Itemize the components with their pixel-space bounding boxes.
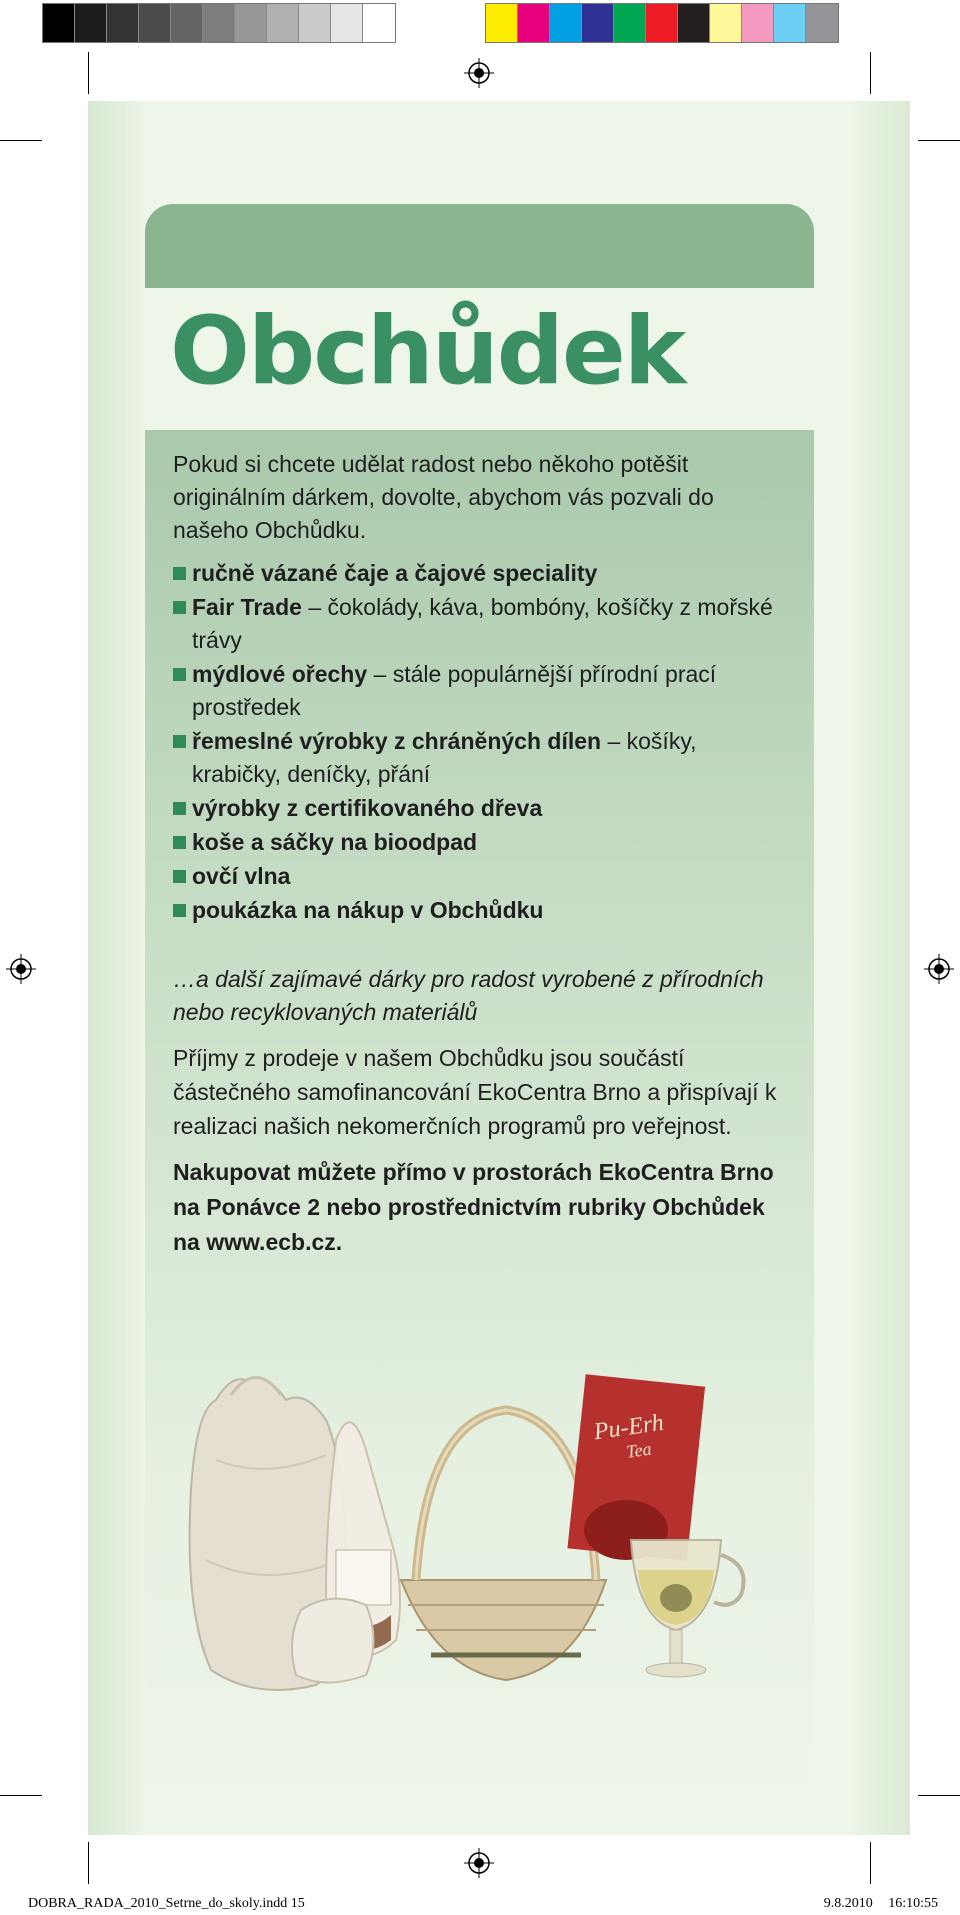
crop-mark bbox=[88, 52, 89, 94]
color-swatch bbox=[518, 4, 550, 42]
footer-date: 9.8.2010 16:10:55 bbox=[823, 1896, 938, 1911]
color-swatch bbox=[742, 4, 774, 42]
list-item bbox=[173, 792, 783, 825]
pu-erh-tea-box bbox=[567, 1374, 705, 1561]
square-bullet-icon bbox=[173, 904, 186, 917]
crop-mark bbox=[870, 52, 871, 94]
color-swatch bbox=[331, 4, 363, 42]
color-swatch bbox=[75, 4, 107, 42]
crop-mark bbox=[918, 140, 960, 141]
list-item-bold: Fair Trade bbox=[192, 594, 302, 620]
square-bullet-icon bbox=[173, 870, 186, 883]
square-bullet-icon bbox=[173, 802, 186, 815]
footer-file-name: DOBRA_RADA_2010_Setrne_do_skoly.indd 15 bbox=[28, 1896, 305, 1911]
header-tab bbox=[145, 204, 814, 288]
color-swatch bbox=[43, 4, 75, 42]
more-gifts-text: …a další zajímavé dárky pro radost vyrobené z přírodních nebo recyklovaných materiálů bbox=[173, 966, 764, 1025]
color-swatch bbox=[299, 4, 331, 42]
color-swatch bbox=[107, 4, 139, 42]
color-swatch bbox=[614, 4, 646, 42]
color-swatch bbox=[235, 4, 267, 42]
list-item-bold: řemeslné výrobky z chráněných dílen bbox=[192, 728, 602, 754]
color-swatch bbox=[139, 4, 171, 42]
list-item-text: – košíky, krabičky, deníčky, přání bbox=[192, 728, 697, 787]
list-item-bold: mýdlové ořechy bbox=[192, 661, 368, 687]
color-swatch bbox=[774, 4, 806, 42]
list-item-bold: ručně vázané čaje a čajové speciality bbox=[192, 560, 598, 586]
crop-mark bbox=[918, 1795, 960, 1796]
list-item-bold: ovčí vlna bbox=[192, 863, 291, 889]
color-swatch bbox=[806, 4, 838, 42]
registration-mark-icon bbox=[464, 1848, 494, 1878]
crop-mark bbox=[0, 1795, 42, 1796]
list-item-text: – stále populárnější přírodní prací prostředek bbox=[192, 661, 717, 720]
tea-box-label: Pu-Erh bbox=[592, 1409, 666, 1446]
registration-mark-icon bbox=[924, 954, 954, 984]
product-list bbox=[173, 557, 783, 927]
square-bullet-icon bbox=[173, 601, 186, 614]
list-item bbox=[173, 894, 783, 927]
crop-mark bbox=[0, 140, 42, 141]
shop-info-paragraph: Nakupovat můžete přímo v prostorách EkoCentra Brno na Ponávce 2 nebo prostřednictvím rubriky Obchůdek na www.ecb.cz. bbox=[173, 1159, 774, 1255]
crop-mark bbox=[88, 1842, 89, 1884]
color-swatch bbox=[678, 4, 710, 42]
income-paragraph: Příjmy z prodeje v našem Obchůdku jsou součástí částečného samofinancování EkoCentra Brno a přispívají k realizaci našich nekomerčních programů pro veřejnost. bbox=[173, 1045, 777, 1139]
color-swatch bbox=[267, 4, 299, 42]
products-photo bbox=[176, 1340, 756, 1710]
grayscale-calibration-bar bbox=[42, 3, 396, 43]
page-title: Obchůdek bbox=[170, 297, 685, 406]
square-bullet-icon bbox=[173, 668, 186, 681]
list-item bbox=[173, 658, 783, 724]
color-swatch bbox=[363, 4, 395, 42]
article-body bbox=[173, 448, 783, 1260]
list-item bbox=[173, 725, 783, 791]
color-swatch bbox=[171, 4, 203, 42]
color-swatch bbox=[582, 4, 614, 42]
registration-mark-icon bbox=[6, 954, 36, 984]
list-item-bold: výrobky z certifikovaného dřeva bbox=[192, 795, 543, 821]
color-swatch bbox=[646, 4, 678, 42]
square-bullet-icon bbox=[173, 735, 186, 748]
list-item-bold: koše a sáčky na bioodpad bbox=[192, 829, 478, 855]
list-item-text: – čokolády, káva, bombóny, košíčky z mořské trávy bbox=[192, 594, 773, 653]
list-item bbox=[173, 860, 783, 893]
list-item bbox=[173, 591, 783, 657]
intro-paragraph: Pokud si chcete udělat radost nebo někoho potěšit originálním dárkem, dovolte, abychom vás pozvali do našeho Obchůdku. bbox=[173, 451, 714, 543]
color-calibration-bar bbox=[485, 3, 839, 43]
color-swatch bbox=[550, 4, 582, 42]
square-bullet-icon bbox=[173, 567, 186, 580]
registration-mark-icon bbox=[464, 58, 494, 88]
tea-box-sublabel: Tea bbox=[624, 1438, 653, 1462]
small-pouch bbox=[292, 1599, 374, 1683]
color-swatch bbox=[486, 4, 518, 42]
list-item-bold: poukázka na nákup v Obchůdku bbox=[192, 897, 544, 923]
square-bullet-icon bbox=[173, 836, 186, 849]
color-swatch bbox=[710, 4, 742, 42]
list-item bbox=[173, 826, 783, 859]
crop-mark bbox=[870, 1842, 871, 1884]
list-item bbox=[173, 557, 783, 590]
color-swatch bbox=[203, 4, 235, 42]
